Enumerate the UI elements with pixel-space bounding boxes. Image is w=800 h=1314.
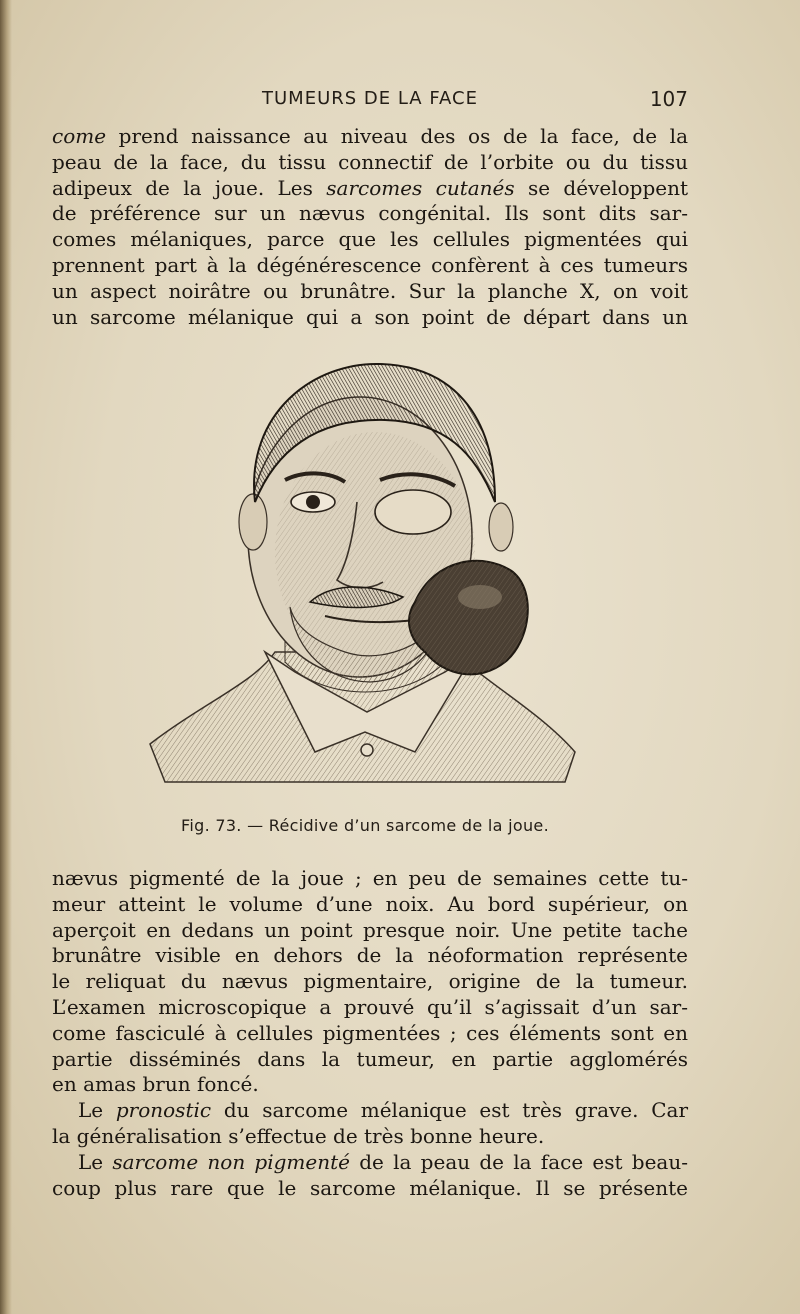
text-run: partie disséminés dans la tumeur, en partie agglomérés: [52, 1046, 688, 1071]
text-run: de la peau de la face est beau-: [350, 1149, 688, 1174]
text-run: meur atteint le volume d’une noix. Au bord supérieur, on: [52, 891, 688, 916]
text-run: comes mélaniques, parce que les cellules pigmentées qui: [52, 227, 688, 252]
text-run: Le: [78, 1098, 116, 1123]
text-run: Le: [78, 1149, 113, 1174]
text-line: [52, 892, 688, 918]
figure-caption: Fig. 73. — Récidive d’un sarcome de la joue.: [181, 816, 549, 835]
text-run: adipeux de la joue. Les: [52, 175, 327, 200]
collar-button: [361, 744, 373, 756]
paragraph-bottom: [52, 866, 688, 1201]
right-ear: [489, 503, 513, 551]
text-run: de préférence sur un nævus congénital. Ils sont dits sar-: [52, 201, 688, 226]
text-line: [52, 918, 688, 944]
text-run: come fasciculé à cellules pigmentées ; ces éléments sont en: [52, 1020, 688, 1045]
paragraph-top: [52, 124, 688, 330]
text-line: [52, 1176, 688, 1202]
text-line: [52, 279, 688, 305]
figure-illustration: [145, 352, 585, 804]
text-run: un sarcome mélanique qui a son point de départ dans un: [52, 304, 688, 329]
text-line: [52, 227, 688, 253]
text-run: en amas brun foncé.: [52, 1072, 259, 1097]
text-line: [52, 969, 688, 995]
running-head: [52, 88, 688, 112]
text-line: [52, 305, 688, 331]
text-run: le reliquat du nævus pigmentaire, origine de la tumeur.: [52, 969, 688, 994]
text-run: la généralisation s’effectue de très bonne heure.: [52, 1123, 545, 1148]
text-run: coup plus rare que le sarcome mélanique. Il se présente: [52, 1175, 688, 1200]
text-line: [52, 943, 688, 969]
tumor-highlight: [458, 585, 502, 609]
running-head-title: TUMEURS DE LA FACE: [262, 88, 478, 109]
italic-phrase: sarcomes cutanés: [326, 175, 515, 200]
text-line: [52, 201, 688, 227]
text-run: du sarcome mélanique est très grave. Car: [211, 1098, 688, 1123]
text-run: prend naissance au niveau des os de la face, de la: [106, 124, 688, 148]
italic-phrase: sarcome non pigmenté: [112, 1149, 350, 1174]
text-line: [52, 253, 688, 279]
text-run: brunâtre visible en dehors de la néoformation représente: [52, 943, 688, 968]
text-run: prennent part à la dégénérescence confèrent à ces tumeurs: [52, 252, 688, 277]
text-line: [52, 124, 688, 150]
text-line: [52, 1150, 688, 1176]
text-run: aperçoit en dedans un point presque noir. Une petite tache: [52, 917, 688, 942]
text-line: [52, 1021, 688, 1047]
italic-phrase: pronostic: [115, 1098, 212, 1123]
text-run: un aspect noirâtre ou brunâtre. Sur la planche X, on voit: [52, 278, 688, 303]
text-line: [52, 866, 688, 892]
text-line: [52, 150, 688, 176]
swollen-eye: [375, 490, 451, 534]
text-run: se développent: [514, 175, 689, 200]
text-line: [52, 1047, 688, 1073]
text-line: [52, 1072, 688, 1098]
left-ear: [239, 494, 267, 550]
text-line: [52, 176, 688, 202]
page-number: 107: [649, 87, 688, 111]
text-run: nævus pigmenté de la joue ; en peu de semaines cette tu-: [52, 866, 688, 890]
text-run: L’examen microscopique a prouvé qu’il s’agissait d’un sar-: [52, 994, 688, 1019]
text-line: [52, 1098, 688, 1124]
text-line: [52, 1124, 688, 1150]
engraving-portrait: [145, 352, 585, 804]
text-line: [52, 995, 688, 1021]
text-run: peau de la face, du tissu connectif de l’orbite ou du tissu: [52, 149, 688, 174]
left-pupil: [306, 495, 320, 509]
italic-phrase: come: [52, 124, 107, 148]
